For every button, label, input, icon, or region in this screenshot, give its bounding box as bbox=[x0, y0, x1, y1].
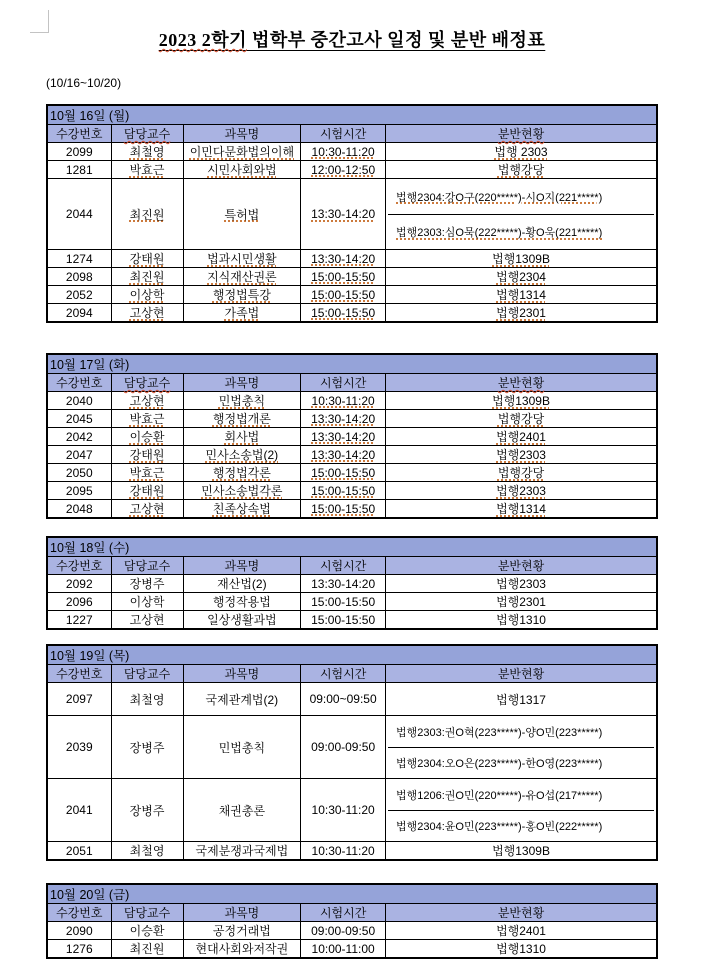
course-row bbox=[47, 922, 657, 940]
section-cell bbox=[386, 779, 657, 842]
subject-cell: 국제관계법(2) bbox=[183, 683, 301, 716]
professor-cell: 고상현 bbox=[111, 500, 183, 519]
column-header: 수강번호 bbox=[47, 904, 111, 922]
day-header: 10월 19일 (목) bbox=[47, 645, 657, 665]
time-cell: 12:00-12:50 bbox=[301, 161, 386, 179]
section-cell bbox=[386, 716, 657, 779]
time-cell: 10:30-11:20 bbox=[301, 392, 386, 410]
course-row bbox=[47, 482, 657, 500]
time-cell: 13:30-14:20 bbox=[301, 250, 386, 268]
professor-cell: 최진원 bbox=[111, 940, 183, 959]
professor-cell: 장병주 bbox=[111, 716, 183, 779]
professor-cell: 강태원 bbox=[111, 446, 183, 464]
subject-cell: 민사소송법각론 bbox=[183, 482, 301, 500]
schedule-table bbox=[46, 536, 658, 630]
time-cell: 13:30-14:20 bbox=[301, 446, 386, 464]
subject-cell: 채권총론 bbox=[183, 779, 301, 842]
section-cell: 법행2303 bbox=[386, 446, 657, 464]
section-cell: 법행강당 bbox=[386, 161, 657, 179]
professor-cell: 강태원 bbox=[111, 482, 183, 500]
column-header: 분반현황 bbox=[386, 125, 657, 143]
day-header: 10월 16일 (월) bbox=[47, 105, 657, 125]
course-no-cell: 2044 bbox=[47, 179, 111, 250]
section-line: 법행1206:권O민(220*****)-유O섭(217*****) bbox=[396, 789, 603, 802]
subject-cell: 일상생활과법 bbox=[183, 611, 301, 630]
section-line: 법행2303:심O묵(222*****)-황O욱(221*****) bbox=[388, 214, 654, 249]
tables-container bbox=[46, 104, 658, 959]
subject-cell: 행정작용법 bbox=[183, 593, 301, 611]
time-cell: 15:00-15:50 bbox=[301, 464, 386, 482]
subject-cell: 민법총칙 bbox=[183, 716, 301, 779]
professor-cell: 최철영 bbox=[111, 842, 183, 861]
section-cell: 법행강당 bbox=[386, 410, 657, 428]
course-no-cell: 2051 bbox=[47, 842, 111, 861]
schedule-table bbox=[46, 104, 658, 323]
column-header: 과목명 bbox=[183, 557, 301, 575]
day-header: 10월 17일 (화) bbox=[47, 354, 657, 374]
professor-cell: 이상학 bbox=[111, 593, 183, 611]
course-row bbox=[47, 446, 657, 464]
course-no-cell: 2097 bbox=[47, 683, 111, 716]
course-no-cell: 2096 bbox=[47, 593, 111, 611]
subject-cell: 민사소송법(2) bbox=[183, 446, 301, 464]
column-header: 과목명 bbox=[183, 665, 301, 683]
subject-cell: 행정법개론 bbox=[183, 410, 301, 428]
subject-cell: 재산법(2) bbox=[183, 575, 301, 593]
subject-cell: 법과시민생활 bbox=[183, 250, 301, 268]
column-header: 과목명 bbox=[183, 374, 301, 392]
course-row bbox=[47, 611, 657, 630]
column-header: 시험시간 bbox=[301, 374, 386, 392]
course-row bbox=[47, 143, 657, 161]
section-cell: 법행1310 bbox=[386, 940, 657, 959]
time-cell: 13:30-14:20 bbox=[301, 410, 386, 428]
time-cell: 15:00-15:50 bbox=[301, 593, 386, 611]
subject-cell: 시민사회와법 bbox=[183, 161, 301, 179]
course-row bbox=[47, 575, 657, 593]
course-row bbox=[47, 779, 657, 842]
section-line: 법행2304:강O구(220*****)-시O지(221*****) bbox=[396, 191, 603, 204]
time-cell: 10:00-11:00 bbox=[301, 940, 386, 959]
subject-cell: 지식재산권론 bbox=[183, 268, 301, 286]
subject-cell: 현대사회와저작권 bbox=[183, 940, 301, 959]
column-header: 수강번호 bbox=[47, 374, 111, 392]
course-row bbox=[47, 304, 657, 323]
professor-cell: 박효근 bbox=[111, 464, 183, 482]
time-cell: 13:30-14:20 bbox=[301, 179, 386, 250]
time-cell: 09:00~09:50 bbox=[301, 683, 386, 716]
column-header: 시험시간 bbox=[301, 665, 386, 683]
course-row bbox=[47, 940, 657, 959]
column-header: 시험시간 bbox=[301, 904, 386, 922]
column-header: 담당교수 bbox=[111, 125, 183, 143]
course-no-cell: 1227 bbox=[47, 611, 111, 630]
section-cell: 법행1309B bbox=[386, 392, 657, 410]
title-marked-part: 2023 2학기 bbox=[158, 30, 247, 50]
column-header: 수강번호 bbox=[47, 665, 111, 683]
time-cell: 15:00-15:50 bbox=[301, 286, 386, 304]
column-header: 분반현황 bbox=[386, 904, 657, 922]
time-cell: 10:30-11:20 bbox=[301, 143, 386, 161]
section-cell: 법행2401 bbox=[386, 922, 657, 940]
section-line: 법행2304:오O은(223*****)-한O영(223*****) bbox=[388, 747, 654, 778]
course-no-cell: 2040 bbox=[47, 392, 111, 410]
subject-cell: 특허법 bbox=[183, 179, 301, 250]
time-cell: 15:00-15:50 bbox=[301, 611, 386, 630]
subject-cell: 회사법 bbox=[183, 428, 301, 446]
course-row bbox=[47, 161, 657, 179]
page-title bbox=[0, 0, 704, 52]
course-no-cell: 2098 bbox=[47, 268, 111, 286]
time-cell: 15:00-15:50 bbox=[301, 268, 386, 286]
professor-cell: 고상현 bbox=[111, 611, 183, 630]
subject-cell: 가족법 bbox=[183, 304, 301, 323]
column-header: 분반현황 bbox=[386, 665, 657, 683]
section-cell: 법행2301 bbox=[386, 593, 657, 611]
professor-cell: 장병주 bbox=[111, 779, 183, 842]
course-no-cell: 2052 bbox=[47, 286, 111, 304]
subject-cell: 국제분쟁과국제법 bbox=[183, 842, 301, 861]
section-cell: 법행1309B bbox=[386, 250, 657, 268]
date-range: (10/16~10/20) bbox=[46, 76, 122, 90]
course-no-cell: 2050 bbox=[47, 464, 111, 482]
course-no-cell: 2045 bbox=[47, 410, 111, 428]
page-margin-mark bbox=[30, 10, 49, 33]
title-rest-part: 법학부 중간고사 일정 및 분반 배정표 bbox=[246, 30, 546, 50]
time-cell: 09:00-09:50 bbox=[301, 716, 386, 779]
time-cell: 13:30-14:20 bbox=[301, 428, 386, 446]
column-header: 분반현황 bbox=[386, 557, 657, 575]
column-header: 시험시간 bbox=[301, 125, 386, 143]
section-cell: 법행2303 bbox=[386, 575, 657, 593]
column-header: 수강번호 bbox=[47, 557, 111, 575]
professor-cell: 최철영 bbox=[111, 683, 183, 716]
schedule-table bbox=[46, 353, 658, 519]
section-cell: 법행2303 bbox=[386, 482, 657, 500]
time-cell: 15:00-15:50 bbox=[301, 500, 386, 519]
course-no-cell: 2039 bbox=[47, 716, 111, 779]
course-no-cell: 2099 bbox=[47, 143, 111, 161]
section-cell: 법행1314 bbox=[386, 500, 657, 519]
professor-cell: 장병주 bbox=[111, 575, 183, 593]
column-header: 분반현황 bbox=[386, 374, 657, 392]
subject-cell: 이민다문화법의이해 bbox=[183, 143, 301, 161]
column-header: 과목명 bbox=[183, 904, 301, 922]
course-no-cell: 1276 bbox=[47, 940, 111, 959]
professor-cell: 강태원 bbox=[111, 250, 183, 268]
subject-cell: 공정거래법 bbox=[183, 922, 301, 940]
column-header: 담당교수 bbox=[111, 665, 183, 683]
subject-cell: 민법총칙 bbox=[183, 392, 301, 410]
professor-cell: 고상현 bbox=[111, 392, 183, 410]
course-row bbox=[47, 842, 657, 861]
professor-cell: 박효근 bbox=[111, 410, 183, 428]
professor-cell: 이승환 bbox=[111, 428, 183, 446]
section-cell: 법행1317 bbox=[386, 683, 657, 716]
column-header: 담당교수 bbox=[111, 904, 183, 922]
section-cell: 법행2301 bbox=[386, 304, 657, 323]
professor-cell: 최진원 bbox=[111, 179, 183, 250]
time-cell: 10:30-11:20 bbox=[301, 779, 386, 842]
column-header: 담당교수 bbox=[111, 374, 183, 392]
course-no-cell: 1281 bbox=[47, 161, 111, 179]
professor-cell: 최진원 bbox=[111, 268, 183, 286]
course-row bbox=[47, 500, 657, 519]
course-row bbox=[47, 716, 657, 779]
course-row bbox=[47, 683, 657, 716]
section-cell: 법행1314 bbox=[386, 286, 657, 304]
course-row bbox=[47, 286, 657, 304]
course-no-cell: 2042 bbox=[47, 428, 111, 446]
section-cell: 법행1310 bbox=[386, 611, 657, 630]
section-line: 법행2304:윤O민(223*****)-홍O빈(222*****) bbox=[388, 810, 654, 841]
time-cell: 15:00-15:50 bbox=[301, 482, 386, 500]
time-cell: 09:00-09:50 bbox=[301, 922, 386, 940]
section-cell bbox=[386, 179, 657, 250]
course-row bbox=[47, 392, 657, 410]
section-cell: 법행강당 bbox=[386, 464, 657, 482]
professor-cell: 박효근 bbox=[111, 161, 183, 179]
section-line: 법행2303:권O혁(223*****)-양O민(223*****) bbox=[396, 726, 603, 739]
schedule-table bbox=[46, 883, 658, 959]
course-no-cell: 2048 bbox=[47, 500, 111, 519]
course-row bbox=[47, 593, 657, 611]
subject-cell: 행정법특강 bbox=[183, 286, 301, 304]
day-header: 10월 20일 (금) bbox=[47, 884, 657, 904]
course-row bbox=[47, 464, 657, 482]
professor-cell: 최철영 bbox=[111, 143, 183, 161]
column-header: 시험시간 bbox=[301, 557, 386, 575]
section-cell: 법행 2303 bbox=[386, 143, 657, 161]
course-row bbox=[47, 250, 657, 268]
subject-cell: 행정법각론 bbox=[183, 464, 301, 482]
course-no-cell: 2094 bbox=[47, 304, 111, 323]
schedule-table bbox=[46, 644, 658, 861]
time-cell: 10:30-11:20 bbox=[301, 842, 386, 861]
course-row bbox=[47, 179, 657, 250]
subject-cell: 친족상속법 bbox=[183, 500, 301, 519]
course-no-cell: 2095 bbox=[47, 482, 111, 500]
course-row bbox=[47, 428, 657, 446]
course-no-cell: 2090 bbox=[47, 922, 111, 940]
section-cell: 법행2304 bbox=[386, 268, 657, 286]
course-row bbox=[47, 410, 657, 428]
time-cell: 15:00-15:50 bbox=[301, 304, 386, 323]
course-no-cell: 1274 bbox=[47, 250, 111, 268]
section-cell: 법행2401 bbox=[386, 428, 657, 446]
section-cell: 법행1309B bbox=[386, 842, 657, 861]
course-no-cell: 2041 bbox=[47, 779, 111, 842]
professor-cell: 이승환 bbox=[111, 922, 183, 940]
time-cell: 13:30-14:20 bbox=[301, 575, 386, 593]
column-header: 수강번호 bbox=[47, 125, 111, 143]
column-header: 과목명 bbox=[183, 125, 301, 143]
course-no-cell: 2047 bbox=[47, 446, 111, 464]
day-header: 10월 18일 (수) bbox=[47, 537, 657, 557]
professor-cell: 이상학 bbox=[111, 286, 183, 304]
professor-cell: 고상현 bbox=[111, 304, 183, 323]
course-row bbox=[47, 268, 657, 286]
column-header: 담당교수 bbox=[111, 557, 183, 575]
course-no-cell: 2092 bbox=[47, 575, 111, 593]
